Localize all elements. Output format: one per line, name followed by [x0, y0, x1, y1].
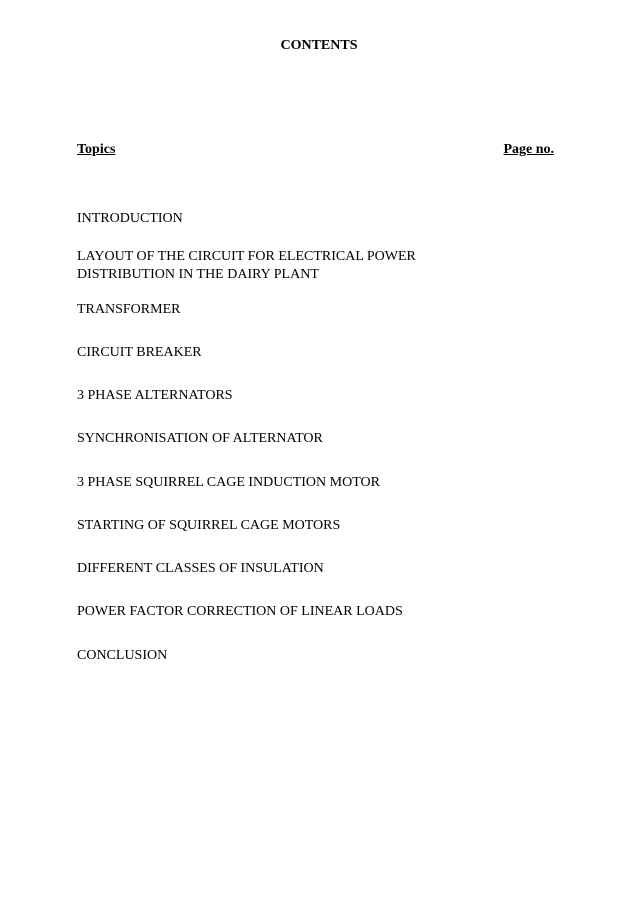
page-title: CONTENTS: [280, 38, 358, 53]
topic-transformer: TRANSFORMER: [77, 302, 181, 317]
topic-starting-squirrel-cage-motors: STARTING OF SQUIRREL CAGE MOTORS: [77, 518, 341, 533]
topics-column-header: Topics: [77, 142, 116, 157]
page-number-column-header: Page no.: [503, 142, 554, 157]
topic-introduction: INTRODUCTION: [77, 211, 183, 226]
topic-squirrel-cage-induction-motor: 3 PHASE SQUIRREL CAGE INDUCTION MOTOR: [77, 475, 380, 490]
topic-circuit-breaker: CIRCUIT BREAKER: [77, 345, 202, 360]
topic-classes-of-insulation: DIFFERENT CLASSES OF INSULATION: [77, 561, 324, 576]
topic-power-factor-correction: POWER FACTOR CORRECTION OF LINEAR LOADS: [77, 604, 403, 619]
topic-layout-of-circuit: LAYOUT OF THE CIRCUIT FOR ELECTRICAL POWER DISTRIBUTION IN THE DAIRY PLANT: [77, 249, 416, 282]
topic-3-phase-alternators: 3 PHASE ALTERNATORS: [77, 388, 233, 403]
topic-conclusion: CONCLUSION: [77, 648, 168, 663]
topic-synchronisation-of-alternator: SYNCHRONISATION OF ALTERNATOR: [77, 431, 323, 446]
